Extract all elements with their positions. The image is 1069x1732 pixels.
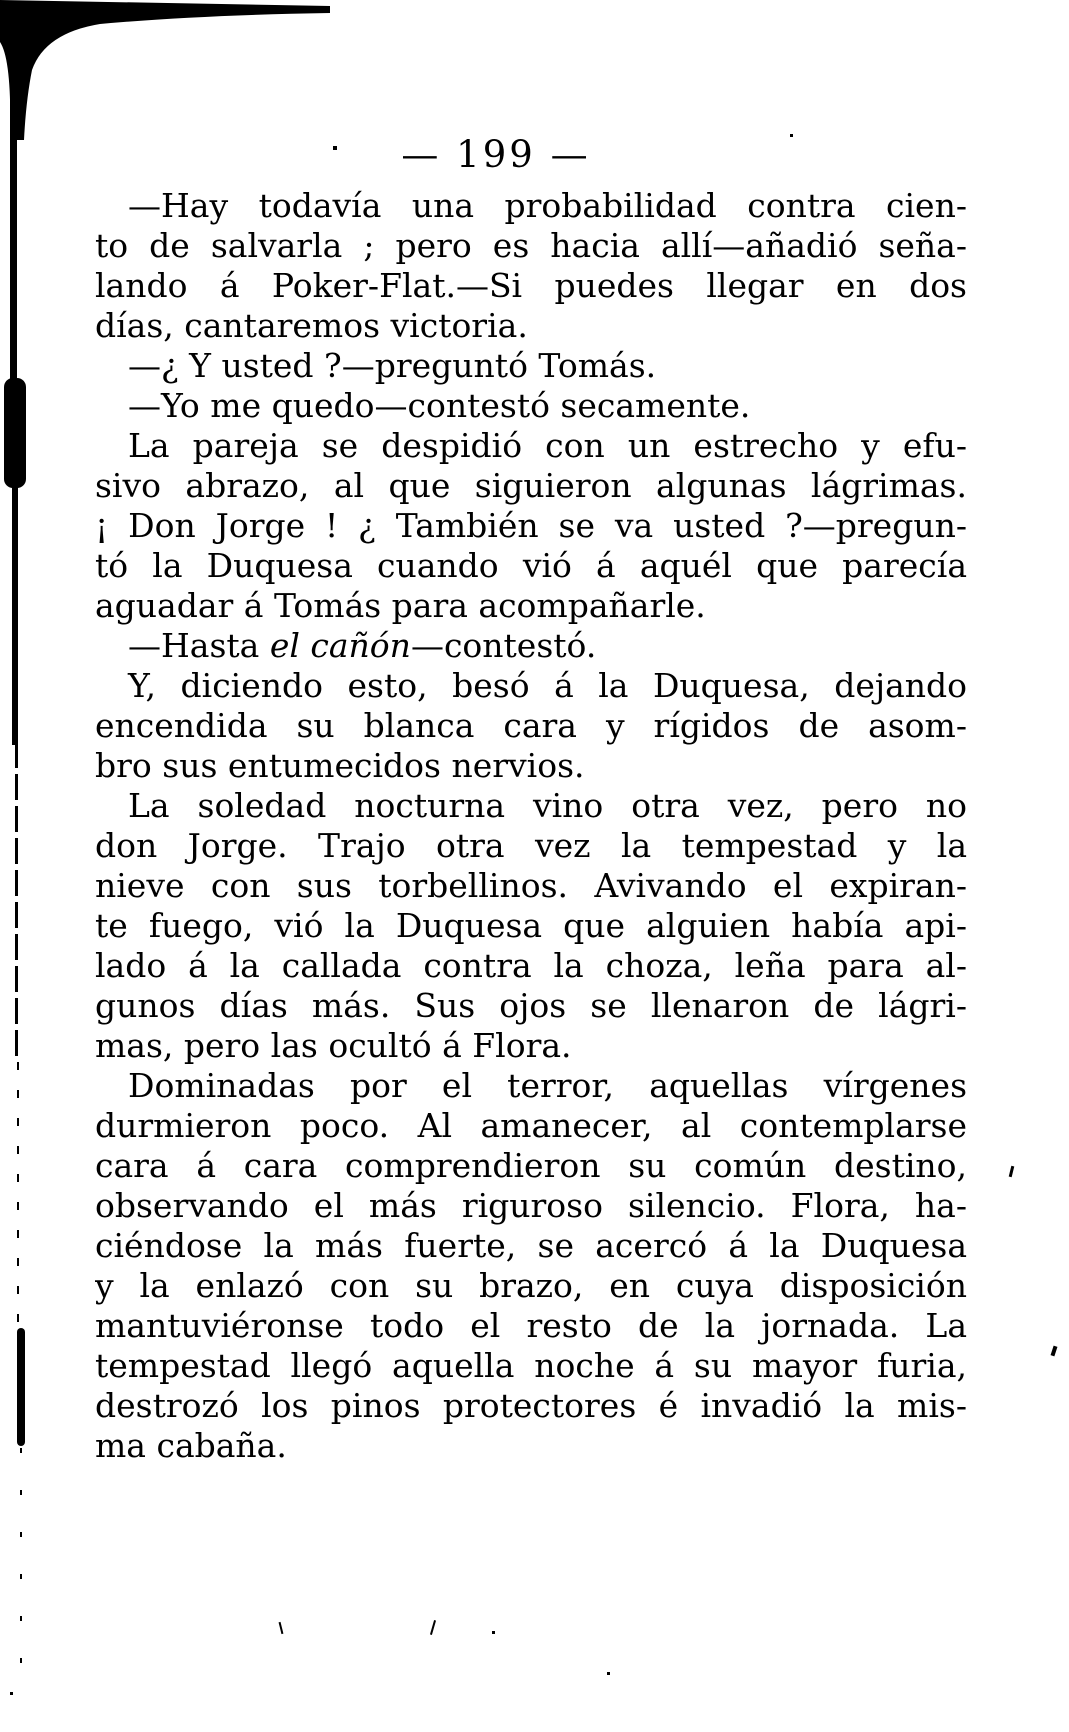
scan-speckle — [1051, 1346, 1058, 1357]
text-line: lando á Poker-Flat.—Si puedes llegar en dos — [95, 266, 967, 305]
text-line: durmieron poco. Al amanecer, al contemplarse — [95, 1106, 967, 1145]
text-line: Y, diciendo esto, besó á la Duquesa, dejando — [128, 666, 967, 705]
scan-speckle — [1009, 1166, 1015, 1177]
text-line: y la enlazó con su brazo, en cuya disposición — [95, 1266, 967, 1305]
text-line: —Hay todavía una probabilidad contra cien- — [128, 186, 967, 225]
page-text — [95, 186, 967, 1466]
book-spine-line — [15, 742, 18, 1062]
book-spine-line — [17, 1062, 19, 1327]
book-spine-line — [20, 1448, 22, 1688]
text-line: lado á la callada contra la choza, leña para al- — [95, 946, 967, 985]
text-line: —Yo me quedo—contestó secamente. — [128, 386, 751, 425]
scan-corner-shadow — [0, 0, 335, 140]
text-line: tó la Duquesa cuando vió á aquél que parecía — [95, 546, 967, 585]
text-line: —¿ Y usted ?—preguntó Tomás. — [128, 346, 657, 385]
book-spine-blob — [17, 1328, 25, 1446]
text-line: to de salvarla ; pero es hacia allí—añadió seña- — [95, 226, 967, 265]
scan-speckle — [279, 1622, 284, 1634]
book-spine-line — [10, 95, 17, 390]
text-line: te fuego, vió la Duquesa que alguien había api- — [95, 906, 967, 945]
book-spine-line — [12, 480, 18, 745]
text-line: aguadar á Tomás para acompañarle. — [95, 586, 706, 625]
text-line: Dominadas por el terror, aquellas vírgenes — [128, 1066, 967, 1105]
text-line: encendida su blanca cara y rígidos de asom- — [95, 706, 967, 745]
text-line: destrozó los pinos protectores é invadió la mis- — [95, 1386, 967, 1425]
text-line: ¡ Don Jorge ! ¿ También se va usted ?—pregun- — [95, 506, 967, 545]
text-line: bro sus entumecidos nervios. — [95, 746, 585, 785]
text-line: La pareja se despidió con un estrecho y efu- — [128, 426, 967, 465]
scan-speckle — [333, 146, 337, 150]
text-line: La soledad nocturna vino otra vez, pero no — [128, 786, 967, 825]
text-line: nieve con sus torbellinos. Avivando el expiran- — [95, 866, 967, 905]
text-line: ma cabaña. — [95, 1426, 287, 1465]
text-line: observando el más riguroso silencio. Flora, ha- — [95, 1186, 967, 1225]
scan-speckle — [790, 134, 793, 137]
text-line — [95, 626, 967, 666]
text-line: cara á cara comprendieron su común destino, — [95, 1146, 967, 1185]
text-line: mantuviéronse todo el resto de la jornada. La — [95, 1306, 967, 1345]
page-number-header: — 199 — — [401, 133, 591, 176]
text-line: mas, pero las ocultó á Flora. — [95, 1026, 572, 1065]
text-segment: —Hasta — [128, 626, 270, 665]
italic-text-segment: el cañón — [269, 626, 411, 665]
book-spine-blob — [4, 378, 26, 488]
text-line: don Jorge. Trajo otra vez la tempestad y la — [95, 826, 967, 865]
scan-speckle — [430, 1620, 436, 1635]
scan-speckle — [10, 1692, 13, 1695]
text-line: tempestad llegó aquella noche á su mayor furia, — [95, 1346, 967, 1385]
text-line: gunos días más. Sus ojos se llenaron de lágri- — [95, 986, 967, 1025]
text-line: sivo abrazo, al que siguieron algunas lágrimas. — [95, 466, 967, 505]
scan-speckle — [607, 1672, 610, 1675]
text-line: ciéndose la más fuerte, se acercó á la Duquesa — [95, 1226, 967, 1265]
text-segment: —contestó. — [410, 626, 597, 665]
scan-speckle — [492, 1631, 495, 1634]
text-line: días, cantaremos victoria. — [95, 306, 528, 345]
